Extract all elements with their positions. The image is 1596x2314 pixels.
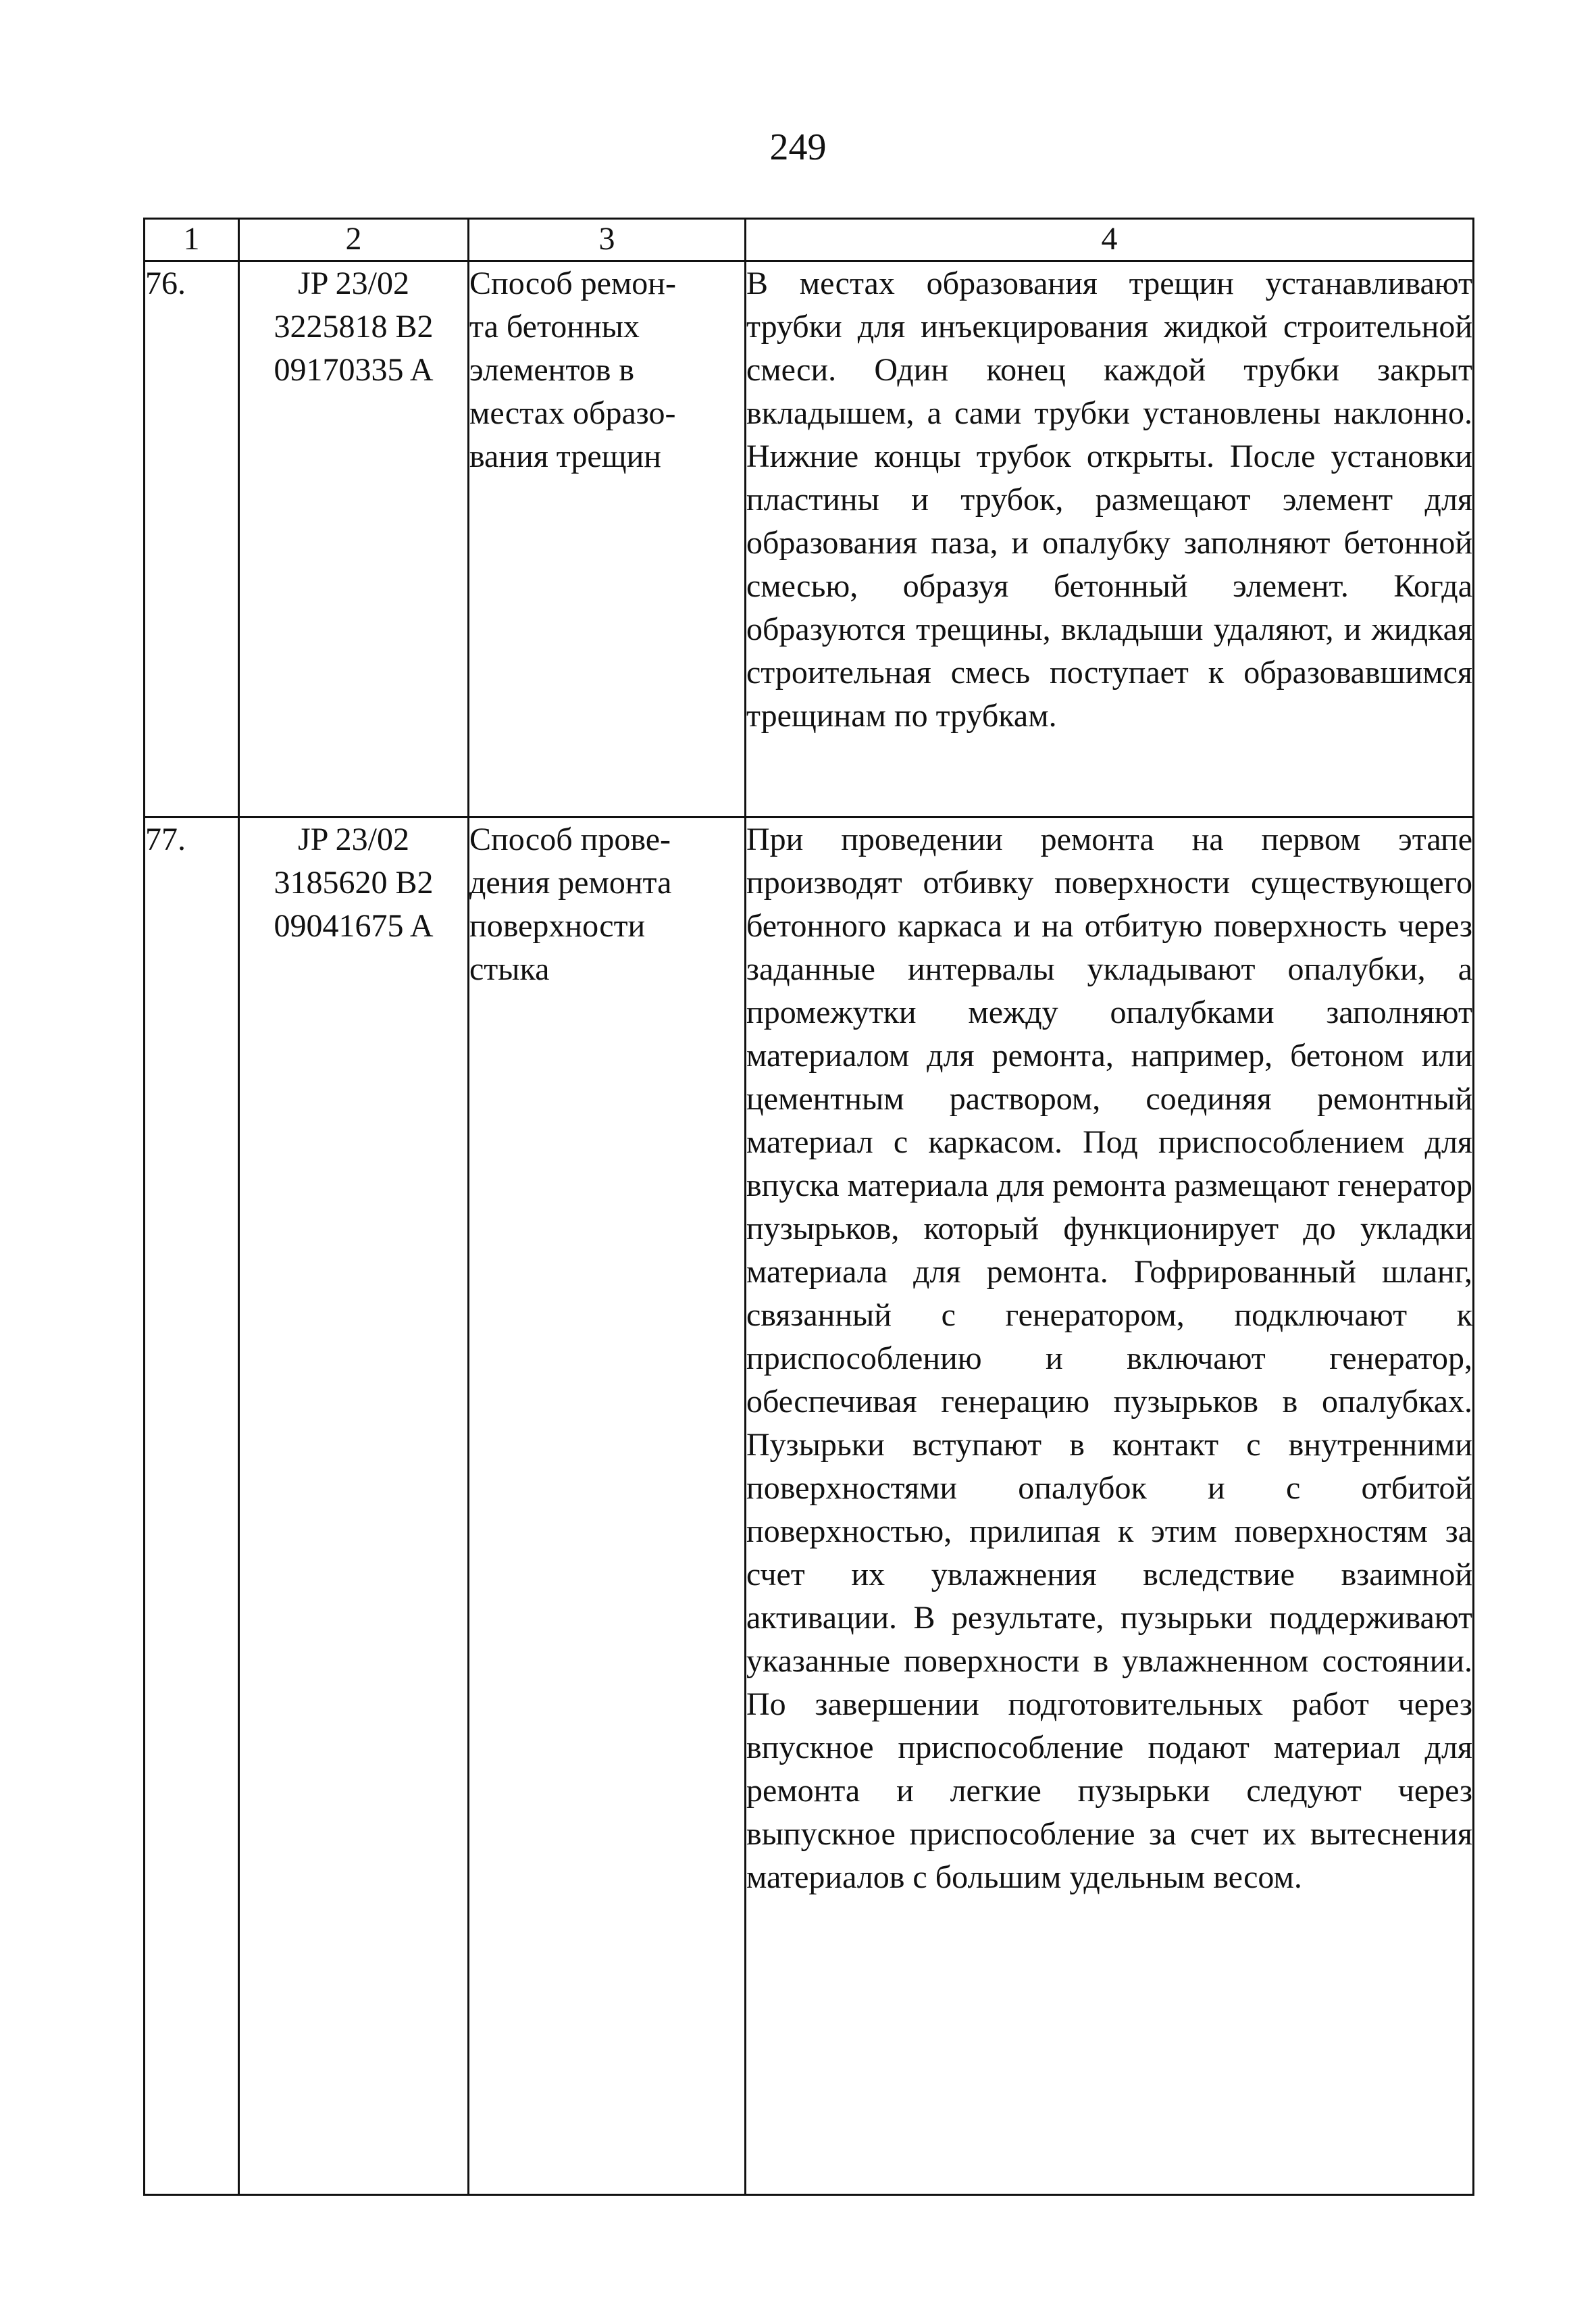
row-number: 77. xyxy=(145,818,239,2195)
title-line: элементов в xyxy=(469,352,635,388)
patent-line: 09170335 A xyxy=(274,352,434,388)
invention-description: В местах образования трещин устанавливают трубки для инъекцирования жидкой строительной смеси. Один конец каждой трубки закрыт вкладышем, а сами трубки установлены наклонно. Нижние концы трубок открыты. После установки пластины и трубок, размещают элемент для образования паза, и опалубку заполняют бетонной смесью, образуя бетонный элемент. Когда образуются трещины, вкладыши удаляют, и жидкая строительная смесь поступает к образовавшимся трещинам по трубкам. xyxy=(746,261,1474,818)
page-number: 249 xyxy=(769,126,827,168)
invention-description: При проведении ремонта на первом этапе производят отбивку поверхности существующего бетонного каркаса и на отбитую поверхность через заданные интервалы укладывают опалубки, а промежутки между опалубками заполняют материалом для ремонта, например, бетоном или цементным раствором, соединяя ремонтный материал с каркасом. Под приспособлением для впуска материала для ремонта размещают генератор пузырьков, который функционирует до укладки материала для ремонта. Гофрированный шланг, связанный с генератором, подключают к приспособлению и включают генератор, обеспечивая генерацию пузырьков в опалубках. Пузырьки вступают в контакт с внутренними поверхностями опалубок и с отбитой поверхностью, прилипая к этим поверхностям за счет их увлажнения вследствие взаимной активации. В результате, пузырьки поддерживают указанные поверхности в увлажненном состоянии. По завершении подготовительных работ через впускное приспособление подают материал для ремонта и легкие пузырьки следуют через выпускное приспособление за счет их вытеснения материалов с большим удельным весом. xyxy=(746,818,1474,2195)
invention-title xyxy=(469,818,746,2195)
header-col-4: 4 xyxy=(746,219,1474,261)
title-line: вания трещин xyxy=(469,438,661,474)
patent-numbers xyxy=(239,261,469,818)
title-line: стыка xyxy=(469,951,550,987)
header-col-1: 1 xyxy=(145,219,239,261)
title-line: дения ремонта xyxy=(469,865,672,901)
header-col-3: 3 xyxy=(469,219,746,261)
title-line: та бетонных xyxy=(469,309,640,345)
invention-title xyxy=(469,261,746,818)
patent-numbers xyxy=(239,818,469,2195)
header-col-2: 2 xyxy=(239,219,469,261)
title-line: Способ ремон- xyxy=(469,266,676,301)
patent-line: 3225818 B2 xyxy=(274,309,434,345)
patent-line: JP 23/02 xyxy=(298,266,409,301)
patent-line: 09041675 A xyxy=(274,908,434,944)
title-line: местах образо- xyxy=(469,395,676,431)
patent-line: JP 23/02 xyxy=(298,822,409,857)
title-line: поверхности xyxy=(469,908,646,944)
table-row xyxy=(145,261,1474,818)
title-line: Способ прове- xyxy=(469,822,671,857)
table-row xyxy=(145,818,1474,2195)
patent-line: 3185620 B2 xyxy=(274,865,434,901)
patent-table xyxy=(143,218,1474,2196)
row-number: 76. xyxy=(145,261,239,818)
table-header-row xyxy=(145,219,1474,261)
